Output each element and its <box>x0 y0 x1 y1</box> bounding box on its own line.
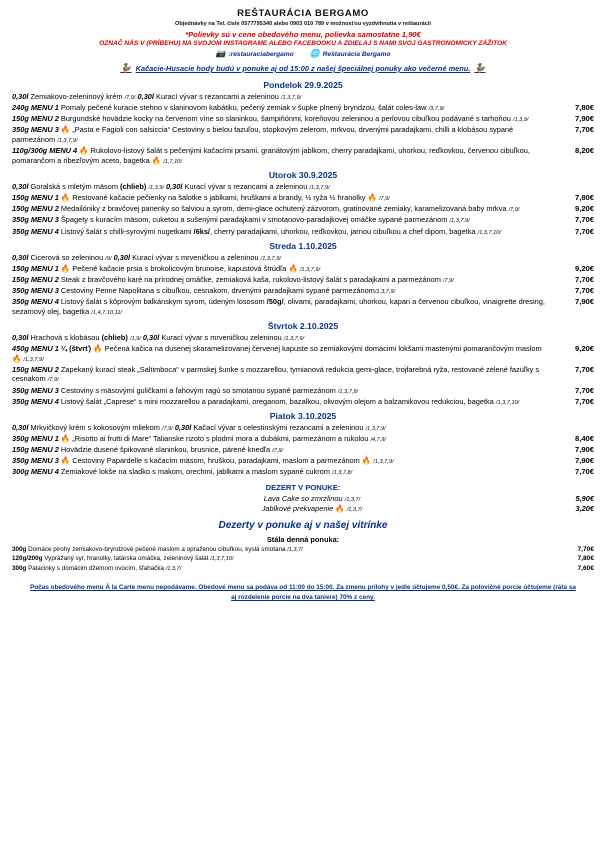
menu-item-price: 7,80€ <box>574 193 594 203</box>
menu-item-price: 7,70€ <box>574 125 594 135</box>
social-row <box>12 50 594 58</box>
social-promo: OZNAČ NÁS V (PRÍBEHU) NA SVOJOM INSTAGRAME ALEBO FACEBOOKU A ZDIELAJ S NAMI SVOJ GASTRONOMICKY ZÁŽITOK <box>99 40 507 47</box>
menu-item-price: 9,20€ <box>574 263 594 273</box>
menu-item-price: 7,70€ <box>574 396 594 406</box>
menu-item-text: 0,30l Goralská s mletým mäsom (chlieb) /1,3,9/ 0,30l Kurací vývar s rezancami a zeleninou /1,3,7,9/ <box>12 181 330 191</box>
day-heading: Utorok 30.9.2025 <box>268 169 338 180</box>
menu-item-row <box>12 456 594 466</box>
menu-item-price: 7,70€ <box>574 467 594 477</box>
menu-item-row <box>12 333 594 343</box>
day-heading: Streda 1.10.2025 <box>269 240 337 251</box>
day-heading: Pondelok 29.9.2025 <box>263 80 343 90</box>
menu-item-row <box>12 434 594 444</box>
dessert-name: Jablkové prekvapenie 🔥 /1,3,7/ <box>261 503 363 513</box>
reservation-line: Objednávky na Tel. čísle 0577795340 alebo 0903 010 789 v možnosťou vyzdvihnutia v reštaurácii <box>175 21 431 27</box>
menu-item-row <box>12 146 594 166</box>
dessert-price: 5,90€ <box>575 493 594 503</box>
daily-offer-heading: Stála denná ponuka: <box>266 534 340 544</box>
soup-promo: *Polievky sú v cene obedového menu, polievka samostatne 1,90€ <box>185 30 421 39</box>
showcase-heading: Dezerty v ponuke aj v našej vitrínke <box>218 519 388 531</box>
daily-item-row <box>12 565 594 574</box>
menu-item-row <box>12 215 594 225</box>
dessert-container <box>12 494 594 513</box>
menu-item-row <box>12 445 594 455</box>
menu-item-price: 7,70€ <box>574 385 594 395</box>
menu-item-price: 7,70€ <box>574 364 594 374</box>
duck-icon-right: 🦆 <box>474 63 486 73</box>
daily-item-text: 300g Palacinky s domácim džemom ovocím, šľahačka /1,3,7/ <box>12 564 182 572</box>
duck-banner <box>12 63 594 74</box>
footer-note: Počas obedového menu À la Carte menu nepodávame. Obedové menu sa podáva od 11:00 do 15:00. Za zmenu prílohy v jedle účtujeme 0,50€. Za polovičné porcie účtujeme (ráta sa aj rozdelenie porcie na dva taniere) 70% z ceny. <box>30 584 576 601</box>
instagram-handle[interactable] <box>216 50 294 58</box>
menu-item-text: 110g/300g MENU 4 🔥 Rukolovo-listový šalát s pečenými kačacími prsami, granátovým jablkom, cherry paradajkami, uhorkou, reďkovkou, červenou cibuľkou, pomarančom a ribezľovým aceto, bagetka 🔥 /1,7,10/ <box>12 146 530 165</box>
day-heading: Štvrtok 2.10.2025 <box>267 321 339 331</box>
menu-item-price: 7,90€ <box>574 456 594 466</box>
menu-item-text: 350g MENU 4 Listový šalát „Caprese“ s mini mozzarellou a paradajkami, oreganom, bazalkou, olivovým olejom a balzamikovou redukciou, bagetka /1,3,7,10/ <box>12 396 520 406</box>
dessert-row <box>12 494 594 503</box>
menu-item-row <box>12 397 594 407</box>
menu-item-text: 450g MENU 1 ¼ (štvrť) 🔥 Pečená kačica na dusenej skaramelizovanej červenej kapuste so zemiakovými domácimi lokšami mastenými pomarančovým maslom 🔥 /1,3,7,9/ <box>12 344 542 363</box>
facebook-icon: 🌐 <box>309 49 320 58</box>
day-heading: Piatok 3.10.2025 <box>269 410 337 421</box>
days-container <box>12 80 594 478</box>
duck-icon-left: 🦆 <box>120 63 132 73</box>
menu-item-text: 350g MENU 1 🔥 „Risotto ai frutti di Mare“ Talianske rizoto s plodmi mora a dubákmi, parmezánom a rukolou /4,7,9/ <box>12 434 386 443</box>
menu-item-text: 240g MENU 1 Pomaly pečené kuracie stehno v slaninovom kabátiku, pečený zemiak v šupke plnený bryndzou, šalát coles-law /3,7,9/ <box>12 103 445 113</box>
menu-item-text: 0,30l Mrkvičkový krém s kokosovým mliekom /7,9/ 0,30l Kačací vývar s celestinskými rezancami a zeleninou /1,3,7,9/ <box>12 422 386 432</box>
menu-item-text: 350g MENU 3 🔥 Cestoviny Papardelle s kačacím mäsom, hruškou, paradajkami, maslom a parmezánom 🔥 /1,3,7,9/ <box>12 456 394 466</box>
menu-item-row <box>12 467 594 477</box>
menu-item-row <box>12 125 594 145</box>
menu-item-row <box>12 204 594 214</box>
menu-item-text: 0,30l Zemiakovo-zeleninový krém /7,9/ 0,30l Kurací vývar s rezancami a zeleninou /1,3,7,9/ <box>12 92 302 101</box>
menu-item-text: 150g MENU 2 Hovädzie dusené špikované slaninkou, brusnice, párené knedľa /7,9/ <box>12 445 284 455</box>
menu-item-row <box>12 386 594 396</box>
menu-item-price: 7,70€ <box>574 286 594 296</box>
daily-item-row <box>12 546 594 555</box>
daily-item-price: 7,80€ <box>577 555 594 563</box>
menu-item-price: 7,70€ <box>574 275 594 285</box>
menu-item-price: 9,20€ <box>574 344 594 354</box>
menu-item-row <box>12 365 594 385</box>
menu-item-row <box>12 297 594 317</box>
menu-item-row <box>12 227 594 237</box>
menu-item-price: 7,90€ <box>574 297 594 307</box>
menu-item-text: 350g MENU 4 Listový šalát s kôprovým balkánskym syrom, údeným lososom /50g/, olivami, paradajkami, uhorkou, kapari a červenou cibuľkou, vinaigrette dresing, sezamový olej, bagetka /1,4,7,10,11/ <box>12 297 545 316</box>
menu-item-text: 150g MENU 2 Medailóniky z bravčovej panenky so šalviou a syrom, demi-glace ochutený zázvorom, gratinované zemiaky, karamelizovaná baby mrkva /7,9/ <box>12 204 520 214</box>
menu-item-text: 350g MENU 3 Cestoviny Penne Napolitana s cibuľkou, cesnakom, drvenými paradajkami sypané parmezánom/1,3,7,9/ <box>12 286 396 296</box>
menu-item-text: 350g MENU 4 Listový šalát s chilli-syrovými nugetkami /6ks/, cherry paradajkami, uhorkou, reďkovkou, jarnou cibuľkou a chef dipom, bagetka /1,3,7,10/ <box>12 226 501 236</box>
daily-item-text: 300g Domáce pirohy zemiakovo-bryndzové pečené maslom a opraženou cibuľkou, kyslá smotana /1,3,7/ <box>12 545 303 553</box>
menu-item-price: 7,90€ <box>574 114 594 124</box>
menu-item-text: 300g MENU 4 Zemiakové lokše na sladko s makom, orechmi, jablkami a maslom sypané cukrom /1,3,7,8/ <box>12 467 353 477</box>
dessert-price: 3,20€ <box>575 503 594 513</box>
menu-item-text: 0,30l Cicerová so zeleninou /9/ 0,30l Kurací vývar s mrveničkou a zeleninou /1,3,7,9/ <box>12 252 281 262</box>
menu-item-row <box>12 423 594 433</box>
daily-item-row <box>12 555 594 564</box>
daily-item-price: 7,60€ <box>577 564 594 572</box>
menu-item-text: 350g MENU 3 Špagety s kuracím mäsom, cuketou a sušenými paradajkami v smotanovo-paradajkovej omáčke sypané parmezánom /1,3,7,9/ <box>12 215 470 225</box>
menu-item-row <box>12 193 594 203</box>
facebook-label: Reštaurácia Bergamo <box>322 50 391 58</box>
duck-banner-text: Kačacie-Husacie hody budú v ponuke aj od 15:00 z našej špeciálnej ponuky ako večerné menu. <box>135 64 471 73</box>
menu-item-row <box>12 264 594 274</box>
menu-item-text: 0,30l Hrachová s klobásou (chlieb) /1,9/ 0,30l Kurací vývar s mrveničkou zeleninou /1,3,7,9/ <box>12 333 305 342</box>
instagram-icon: 📷 <box>215 49 226 58</box>
restaurant-name: REŠTAURÁCIA BERGAMO <box>237 8 369 19</box>
dessert-row <box>12 504 594 513</box>
menu-item-text: 150g MENU 1 🔥 Restované kačacie pečienky na šalotke s jablkami, hruškami a brandy, ½ ryža ½ hranolky 🔥 /7,9/ <box>12 193 390 203</box>
menu-item-price: 7,70€ <box>574 226 594 236</box>
menu-item-row <box>12 253 594 263</box>
menu-item-row <box>12 182 594 192</box>
menu-item-row <box>12 92 594 102</box>
instagram-label: :restauraciabergamo <box>228 50 294 58</box>
daily-item-price: 7,70€ <box>577 545 594 553</box>
menu-item-row <box>12 344 594 364</box>
menu-item-text: 350g MENU 3 Cestoviny s mäsovými guličkami a ľahovým ragú so smotanou sypané parmezánom /1,3,7,9/ <box>12 385 359 395</box>
menu-item-price: 7,80€ <box>574 103 594 113</box>
dessert-heading: DEZERT V PONUKE: <box>265 482 341 492</box>
menu-item-text: 150g MENU 1 🔥 Pečené kačacie prsia s brokolicovým brunoise, kapustová štrúdľa 🔥 /1,3,7,9/ <box>12 263 321 273</box>
daily-item-text: 120g/200g Vyprážaný syr, hranolky, tatárska omáčka, zeleninový šalát /1,3,7,10/ <box>12 555 234 563</box>
dessert-name: Lava Cake so zmrzlinou /1,3,7/ <box>263 493 361 503</box>
facebook-handle[interactable] <box>310 50 391 58</box>
menu-item-row <box>12 275 594 285</box>
menu-item-row <box>12 103 594 113</box>
menu-item-text: 350g MENU 3 🔥 „Pasta e Fagioli con salsiccia“ Cestoviny s bielou fazuľou, stopkovým zelerom, mrkvou, drvenými paradajkami, chilli a klobásou sypané parmezánom /1,3,7,9/ <box>12 125 514 145</box>
menu-item-text: 150g MENU 2 Steak z bravčového karé na prírodnej omáčke, zemiaková kaša, rukolovo-listový šalát s paradajkami a parmezánom /7,9/ <box>12 275 454 285</box>
menu-item-price: 9,20€ <box>574 204 594 214</box>
menu-item-text: 150g MENU 2 Burgundské hovädzie kocky na červenom víne so slaninkou, šampiňónmi, koreňovou zeleninou a perlovou cibuľkou podávané s tarhoňou /1,3,9/ <box>12 114 529 124</box>
menu-item-text: 150g MENU 2 Zapekaný kurací steak „Saltimboca“ v parmskej šunke s mozzarellou, tymianová redukcia gemi-glace, trojfarebná ryža, restované zelené fazuľky s cesnakom /7,9/ <box>12 364 540 384</box>
menu-item-row <box>12 114 594 124</box>
menu-item-price: 8,40€ <box>574 434 594 443</box>
daily-offer-container <box>12 546 594 574</box>
menu-item-price: 7,90€ <box>574 445 594 455</box>
menu-item-row <box>12 286 594 296</box>
menu-item-price: 8,20€ <box>574 146 594 156</box>
menu-item-price: 7,70€ <box>574 215 594 225</box>
